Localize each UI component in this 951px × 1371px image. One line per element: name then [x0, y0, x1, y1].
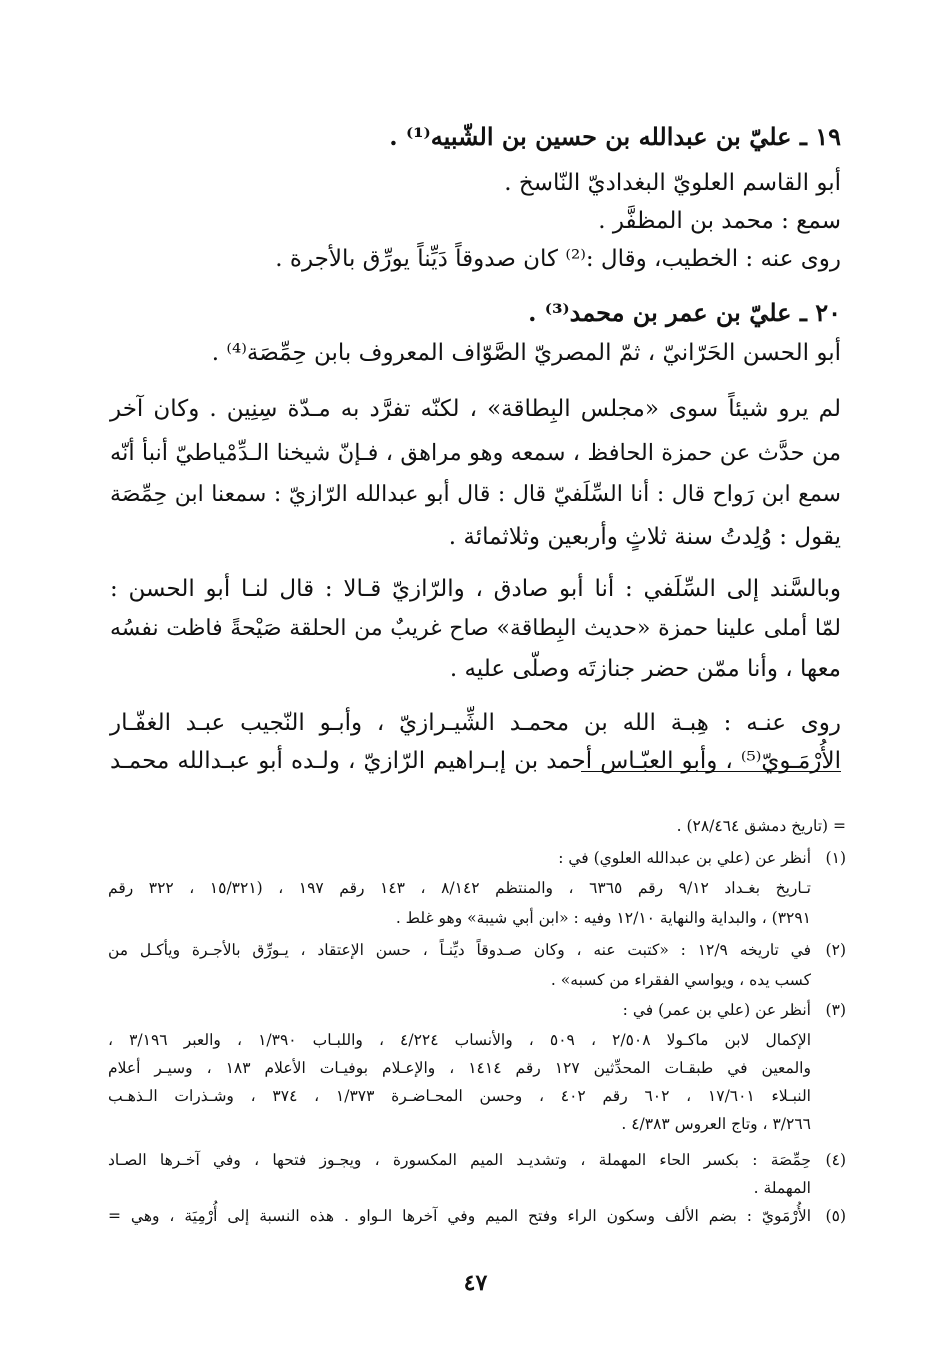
- footnote-4-line-2: المهملة .: [753, 1179, 811, 1197]
- footnote-5-line-1: الأُرْمَويّ : بضم الألف وسكون الراء وفتح الميم وفي آخرها الـواو . هذه النسبة إلى أُرْمِيَة ، وهي =: [108, 1207, 811, 1225]
- footnote-3-number: (٣): [825, 1001, 846, 1019]
- footnote-1-line-3: ٣٢٩١) ، والبداية والنهاية ١٢/١٠ وفيه : «ابن أبي شيبة» وهو غلط .: [395, 909, 811, 927]
- paragraph-1-line-4: يقول : وُلِدتُ سنة ثلاثٍ وأربعين وثلاثمائة .: [448, 524, 841, 550]
- paragraph-3-line-2: الأُرْمَـويّ⁽⁵⁾ ، وأبو العبّـاس أحمد بن إبـراهيم الرّازيّ ، ولـده أبو عبـدالله محمـد: [110, 748, 841, 774]
- footnote-1-line-2: تـاريخ بغـداد ٩/١٢ رقم ٦٣٦٥ ، والمنتظم ٨/١٤٢ ، ١٤٣ رقم ١٩٧ ، (١٥/٣٢١ ، ٣٢٢ رقم: [108, 879, 811, 897]
- page-number: ٤٧: [463, 1270, 488, 1296]
- entry-19-line-1: أبو القاسم العلويّ البغداديّ النّاسخ .: [504, 170, 841, 196]
- footnote-4-line-1: حِمِّصَة : بكسر الحاء المهملة ، وتشديـد الميم المكسورة ، ويجـوز فتحها ، وفي آخـرها الصـاد: [108, 1151, 811, 1169]
- footnote-3-line-5: ٣/٢٦٦ ، وتاج العروس ٤/٣٨٣ .: [621, 1115, 811, 1133]
- paragraph-2-line-3: معها ، وأنا ممّن حضر جنازتَه وصلّى عليه .: [449, 656, 841, 682]
- footnote-separator: [581, 771, 841, 772]
- footnote-3-line-3: والمعين في طبقـات المحدِّثين ١٢٧ رقم ١٤١٤ ، والإعـلام بوفيـات الأعلام ١٨٣ ، وسيـر أعلام: [108, 1059, 811, 1077]
- paragraph-1-line-1: لم يرو شيئاً سوى «مجلس البِطاقة» ، لكنّه تفرَّد به مـدّة سِنِين . وكان آخر: [110, 396, 841, 422]
- footnote-5-number: (٥): [825, 1207, 846, 1225]
- footnote-2-line-1: في تاريخه ١٢/٩ : «كتبت عنه ، وكان صـدوقاً ديِّنـاً ، حسن الإعتقاد ، يـورِّق بالأجـرة ويأكـل من: [108, 941, 811, 959]
- footnote-4-number: (٤): [825, 1151, 846, 1169]
- entry-19-heading: ١٩ ـ عليّ بن عبدالله بن حسين بن الشّبيه⁽¹⁾ .: [389, 122, 841, 151]
- paragraph-1-line-2: من حدَّث عن حمزة الحافظ ، سمعه وهو مراهق ، فـإنّ شيخنا الـدِّمْياطيّ أنبأ أنّه: [110, 440, 841, 466]
- footnote-3-line-2: الإكمال لابن ماكـولا ٢/٥٠٨ ، ٥٠٩ ، والأنساب ٤/٢٢٤ ، واللبـاب ١/٣٩٠ ، والعبر ٣/١٩٦ ،: [108, 1031, 812, 1049]
- footnote-2-line-2: كسب يده ، ويواسي الفقراء من كسبه» .: [550, 971, 811, 989]
- footnote-2-number: (٢): [825, 941, 846, 959]
- paragraph-3-line-1: روى عنـه : هِبـة الله بن محمـد الشِّيـرازيّ ، وأبـو النّجيب عبـد الغفّـار: [110, 710, 841, 736]
- footnote-1-line-1: أنظر عن (علي بن عبدالله العلوي) في :: [558, 849, 811, 867]
- paragraph-2-line-1: وبالسَّند إلى السِّلَفي : أنا أبو صادق ، والرّازيّ قـالا : قال لنـا أبو الحسن :: [110, 576, 841, 602]
- paragraph-1-line-3: سمع ابن رَواح قال : أنا السِّلَفيّ قال : قال أبو عبدالله الرّازيّ : سمعنا ابن حِمِّصَة: [110, 482, 841, 507]
- footnote-3-line-1: أنظر عن (علي بن عمر) في :: [622, 1001, 811, 1019]
- entry-20-line-1: أبو الحسن الحَرّانيّ ، ثمّ المصريّ الصَّوّاف المعروف بابن حِمِّصَة⁽⁴⁾ .: [211, 340, 841, 366]
- footnote-3-line-4: النبـلاء ١٧/٦٠١ ، ٦٠٢ رقم ٤٠٢ ، وحسن المحـاضـرة ١/٣٧٣ ، ٣٧٤ ، وشـذرات الـذهـب: [108, 1087, 811, 1105]
- footnote-continuation: = (تاريخ دمشق ٢٨/٤٦٤) .: [676, 817, 846, 835]
- footnote-1-number: (١): [825, 849, 846, 867]
- entry-19-line-2: سمع : محمد بن المظفَّر .: [598, 208, 841, 234]
- entry-19-line-3: روى عنه : الخطيب، وقال :⁽²⁾ كان صدوقاً دَيِّناً يورِّق بالأجرة .: [275, 246, 841, 272]
- paragraph-2-line-2: لمّا أملى علينا حمزة «حديث البِطاقة» صاح غريبٌ من الحلقة صَيْحةً فاظت نفسُه: [110, 616, 841, 641]
- entry-20-heading: ٢٠ ـ عليّ بن عمر بن محمد⁽³⁾ .: [528, 298, 841, 327]
